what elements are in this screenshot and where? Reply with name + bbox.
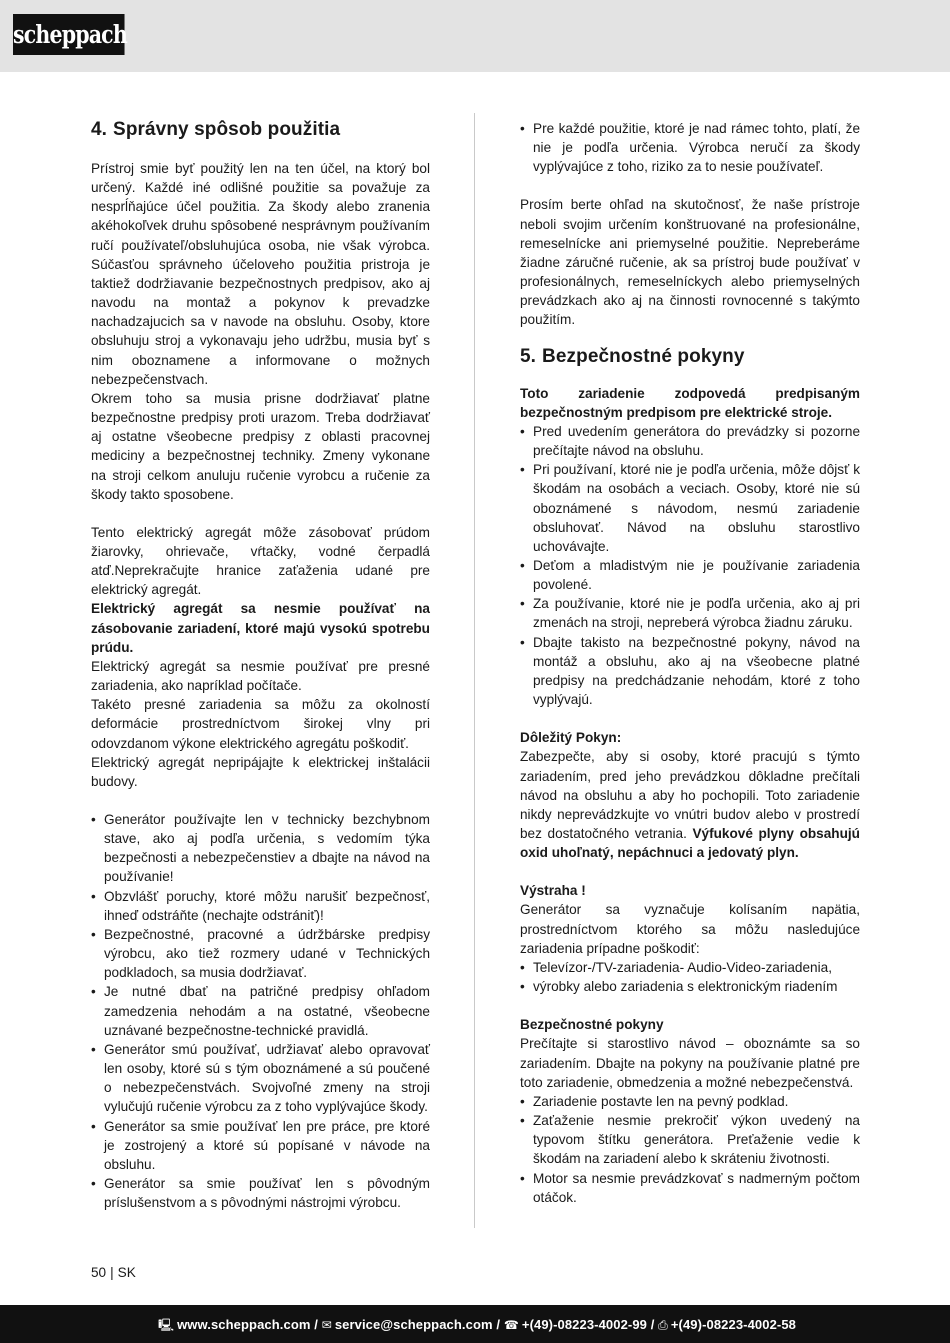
list-item: • Bezpečnostné, pracovné a údržbárske predpisy výrobcu, ako tiež rozmery udané v Technických podkladoch, sa musia dodržiavať. [91,925,430,982]
phone-number: +(49)-08223-4002-99 [521,1317,648,1332]
important-note-text [520,747,860,862]
list-item: • Dbajte takisto na bezpečnostné pokyny, návod na montáž a obsluhu, ako aj na všeobecne platné predpisy na predchádzanie nehodám, ktoré z toho vyplývajú. [520,633,860,710]
computer-icon: 🖳 [157,1318,175,1332]
power-supply-paragraph: Tento elektrický agregát môže zásobovať prúdom žiarovky, ohrievače, vŕtačky, vodné čerpadlá atď.Neprekračujte hranice zaťaženia udané pre elektrický agregát. [91,524,430,598]
conformity-statement: Toto zariadenie zodpovedá predpisaným bezpečnostným predpisom pre elektrické stroje. [520,385,860,420]
warning-title: Výstraha ! [520,883,586,899]
mail-icon: ✉ [321,1318,332,1332]
precision-devices-paragraph: Elektrický agregát sa nesmie používať pre presné zariadenia, ako napríklad počítače. [91,658,430,694]
professional-use-paragraph: Prosím berte ohľad na skutočnosť, že naše prístroje neboli svojim určením konštruované na profesionálne, remeselnícke ani priemyselné použitie. Nepreberáme žiadne záručné ručenie, ak sa prístroj bude používať v profesionálnych, remeselníckych alebo priemyselných prevádzkach ako aj na činnosti rovnocenné s takýmto použitím. [520,197,860,328]
accident-rules-paragraph: Okrem toho sa musia prisne dodržiavať platne bezpečnostne predpisy proti urazom. Treba dodržiavať aj ostatne všeobecne predpisy z oblasti pracovnej mediciny a bezpečnostnej techniky. Zmeny vykonane na stroji celkom anuluju ručenie vyrobcu a ručenie za škody takto sposobene. [91,390,430,502]
section-4-number: 4. [91,119,108,140]
header-band [0,0,950,72]
brand-logo: scheppach [13,14,125,55]
left-bullet-list [91,810,430,1212]
right-top-list [520,119,860,176]
section-5-title: Bezpečnostné pokyny [542,345,745,367]
contact-line: 🖳 www.scheppach.com / ✉ service@scheppach.com / ☎ +(49)-08223-4002-99 / ⎙ +(49)-08223-4002-58 [157,1317,796,1332]
safety-instructions-text: Prečítajte si starostlivo návod – oboznámte sa so zariadením. Dbajte na pokyny na používanie platné pre toto zariadenie, obmedzenia a možné nebezpečenstvá. [520,1036,860,1090]
exhaust-gas-warning: Výfukové plyny obsahujú oxid uhoľnatý, nepáchnuci a jedovatý plyn. [520,826,860,861]
list-item: • Zaťaženie nesmie prekročiť výkon uvedený na typovom štítku generátora. Preťaženie vedie k škodám na zariadení alebo k skráteniu životnosti. [520,1111,860,1168]
column-divider [474,113,475,1228]
list-item: • výrobky alebo zariadenia s elektronickým riadením [520,977,860,996]
building-installation-paragraph: Elektrický agregát nepripájajte k elektrickej inštalácii budovy. [91,754,430,789]
list-item: • Generátor sa smie používať len pre práce, pre ktoré je zostrojený a ktoré sú popísané v návode na obsluhu. [91,1117,430,1174]
list-item: • Generátor používajte len v technicky bezchybnom stave, ako aj podľa určenia, s vedomím týka bezpečnosti a nebezpečenstiev a dbajte na návod na používanie! [91,810,430,887]
important-note-body: Zabezpečte, aby si osoby, ktoré pracujú s týmto zariadením, pred jeho prevádzkou dôkladne prečítali návod na obsluhu a aby ho pochopili. Toto zariadenie nikdy neprevádzkujte vo vnútri budov alebo v prostredí bez dostatočného vetrania. [520,749,860,841]
safety-instructions-list [520,1092,860,1207]
list-item: • Motor sa nesmie prevádzkovať s nadmerným počtom otáčok. [520,1169,860,1207]
left-column [91,118,430,1212]
page-separator: | [110,1265,114,1280]
important-note-title: Dôležitý Pokyn: [520,730,622,746]
list-item: • Generátor smú používať, udržiavať alebo opravovať len osoby, ktoré sú s tým oboznámené a sú poučené o nebezpečenstvách. Svojvoľné zmeny na stroji vylučujú ručenie výrobcu za z toho vyplývajúce škody. [91,1040,430,1117]
footer-band [0,1305,950,1343]
list-item: • Pred uvedením generátora do prevádzky si pozorne prečítajte návod na obsluhu. [520,422,860,460]
page-number-value: 50 [91,1265,107,1280]
language-code: SK [117,1265,136,1280]
list-item: • Pre každé použitie, ktoré je nad rámec tohto, platí, že nie je podľa určenia. Výrobca neručí za škody vyplývajúce z toho, riziko za to nesie používateľ. [520,119,860,176]
phone-icon: ☎ [503,1318,519,1332]
warning-bullet-list [520,958,860,996]
intended-use-paragraph: Prístroj smie byť použitý len na ten účel, na ktorý bol určený. Každé iné odlišné použitie sa považuje za nesprĺňajúce účel použitia. Za škody alebo zranenia akéhokoľvek druhu spôsobené nesprávnym používaním ručí používateľ/obsluhujúca osoba, nie však výrobca. Súčasťou správneho účeloveho použitia pristroja je taktiež dodržiavanie bezpečnostnych predpisov, ako aj navodu na montaž a pokynov k prevadzke nachadzajucich sa v navode na obsluhu. Osoby, ktore obsluhuju stroj a vykonavaju jeho udržbu, musia byť s nim oboznamene a informovane o možnych nebezpečenstvach. [91,161,430,387]
fax-number: +(49)-08223-4002-58 [670,1317,796,1332]
list-item: • Za používanie, ktoré nie je podľa určenia, ako aj pri zmenách na stroji, nepreberá výrobca žiadnu záruku. [520,594,860,632]
list-item: • Generátor sa smie používať len s pôvodným príslušenstvom a s pôvodnými nástrojmi výrobcu. [91,1174,430,1212]
list-item: • Zariadenie postavte len na pevný podklad. [520,1092,860,1111]
list-item: • Obzvlášť poruchy, ktoré môžu narušiť bezpečnosť, ihneď odstráňte (nechajte odstrániť)! [91,887,430,925]
section-5-number: 5. [520,345,537,367]
section-4-heading [91,118,430,142]
section-5-heading [520,345,860,369]
list-item: • Televízor-/TV-zariadenia- Audio-Video-zariadenia, [520,958,860,977]
high-consumption-warning: Elektrický agregát sa nesmie používať na zásobovanie zariadení, ktoré majú vysokú spotrebu prúdu. [91,601,430,655]
section-4-title: Správny spôsob použitia [113,119,341,140]
list-item: • Deťom a mladistvým nie je používanie zariadenia povolené. [520,556,860,594]
right-column [520,119,860,1207]
warning-text: Generátor sa vyznačuje kolísaním napätia, prostredníctvom ktorého sa môžu nasledujúce zariadenia prípadne poškodiť: [520,902,860,956]
fax-icon: ⎙ [658,1318,668,1332]
deformation-paragraph: Takéto presné zariadenia sa môžu za okolností deformácie prostredníctvom širokej vlny pri odovzdanom výkone elektrického agregátu poškodiť. [91,697,430,751]
list-item: • Pri používaní, ktoré nie je podľa určenia, môže dôjsť k škodám na osobách a veciach. Osoby, ktoré nie sú oboznámené s návodom, nesmú zariadenie obsluhovať. Návod na obsluhu starostlivo uchovávajte. [520,460,860,556]
list-item: • Je nutné dbať na patričné predpisy ohľadom zamedzenia nehodám a na ostatné, všeobecne uznávané bezpečnostne-technické pravidlá. [91,982,430,1039]
safety-bullet-list [520,422,860,709]
email-link[interactable]: service@scheppach.com [334,1317,493,1332]
page-number [91,1265,136,1280]
safety-instructions-title: Bezpečnostné pokyny [520,1017,664,1033]
website-link[interactable]: www.scheppach.com [177,1317,311,1332]
